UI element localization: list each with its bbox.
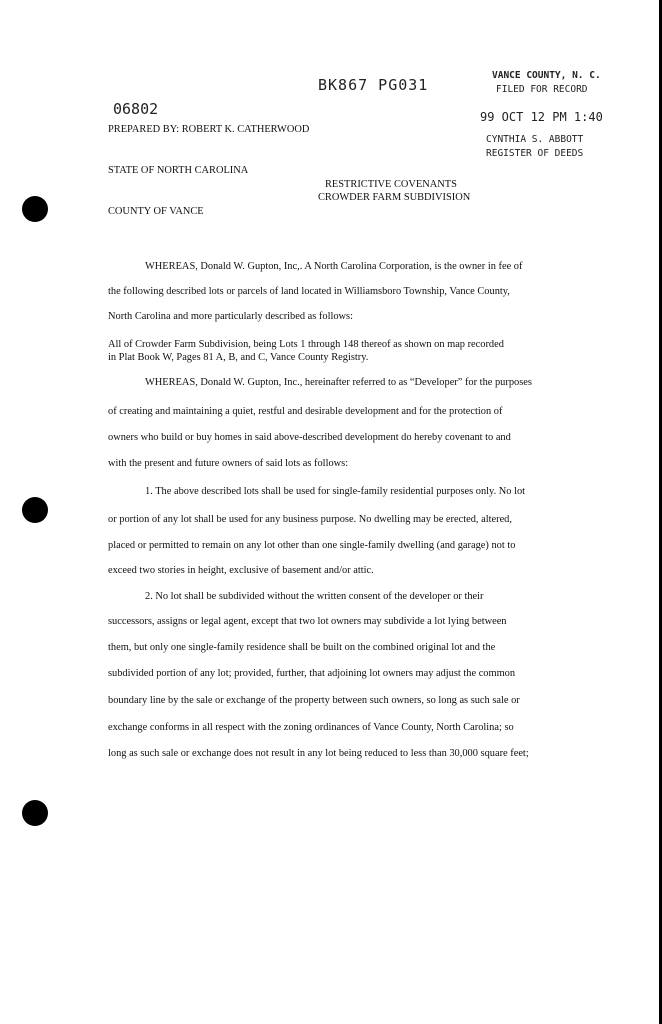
text-line: exchange conforms in all respect with the zoning ordinances of Vance County, North Carolina; so	[108, 722, 514, 733]
text-line: long as such sale or exchange does not result in any lot being reduced to less than 30,000 square feet;	[108, 748, 529, 759]
text-line: or portion of any lot shall be used for any business purpose. No dwelling may be erected, altered,	[108, 514, 512, 525]
text-line: placed or permitted to remain on any lot other than one single-family dwelling (and garage) not to	[108, 540, 516, 551]
text-line: 1. The above described lots shall be used for single-family residential purposes only. No lot	[145, 486, 526, 497]
text-line: exceed two stories in height, exclusive of basement and/or attic.	[108, 565, 374, 576]
text-line: WHEREAS, Donald W. Gupton, Inc,. A North Carolina Corporation, is the owner in fee of	[145, 261, 523, 272]
document-number: 06802	[113, 100, 159, 118]
text-line: subdivided portion of any lot; provided, further, that adjoining lot owners may adjust the common	[108, 668, 516, 679]
register-name-stamp: CYNTHIA S. ABBOTT	[486, 134, 584, 145]
book-page-stamp: BK867 PG031	[318, 76, 429, 94]
text-line: them, but only one single-family residence shall be built on the combined original lot and the	[108, 642, 496, 653]
text-line: North Carolina and more particularly described as follows:	[108, 311, 353, 322]
text-line: of creating and maintaining a quiet, restful and desirable development and for the protection of	[108, 406, 503, 417]
text-line: with the present and future owners of said lots as follows:	[108, 458, 349, 469]
punch-hole	[22, 196, 48, 222]
text-line: owners who build or buy homes in said above-described development do hereby covenant to and	[108, 432, 511, 443]
filed-stamp: FILED FOR RECORD	[496, 84, 588, 95]
document-title: RESTRICTIVE COVENANTS	[325, 179, 457, 190]
text-line: successors, assigns or legal agent, except that two lot owners may subdivide a lot lying between	[108, 616, 507, 627]
text-line: 2. No lot shall be subdivided without the written consent of the developer or their	[145, 591, 484, 602]
text-line: the following described lots or parcels of land located in Williamsboro Township, Vance County,	[108, 286, 510, 297]
text-line: boundary line by the sale or exchange of the property between such owners, so long as such sale or	[108, 695, 520, 706]
punch-hole	[22, 497, 48, 523]
date-time-stamp: 99 OCT 12 PM 1:40	[480, 110, 603, 124]
register-title-stamp: REGISTER OF DEEDS	[486, 148, 584, 159]
punch-hole	[22, 800, 48, 826]
text-line: WHEREAS, Donald W. Gupton, Inc., hereinafter referred to as “Developer” for the purposes	[145, 377, 532, 388]
document-subtitle: CROWDER FARM SUBDIVISION	[318, 192, 471, 203]
state-heading: STATE OF NORTH CAROLINA	[108, 165, 249, 176]
text-line: All of Crowder Farm Subdivision, being Lots 1 through 148 thereof as shown on map recorded	[108, 339, 504, 350]
county-stamp: VANCE COUNTY, N. C.	[492, 70, 601, 81]
county-heading: COUNTY OF VANCE	[108, 206, 204, 217]
text-line: in Plat Book W, Pages 81 A, B, and C, Vance County Registry.	[108, 352, 369, 363]
prepared-by: PREPARED BY: ROBERT K. CATHERWOOD	[108, 124, 310, 135]
